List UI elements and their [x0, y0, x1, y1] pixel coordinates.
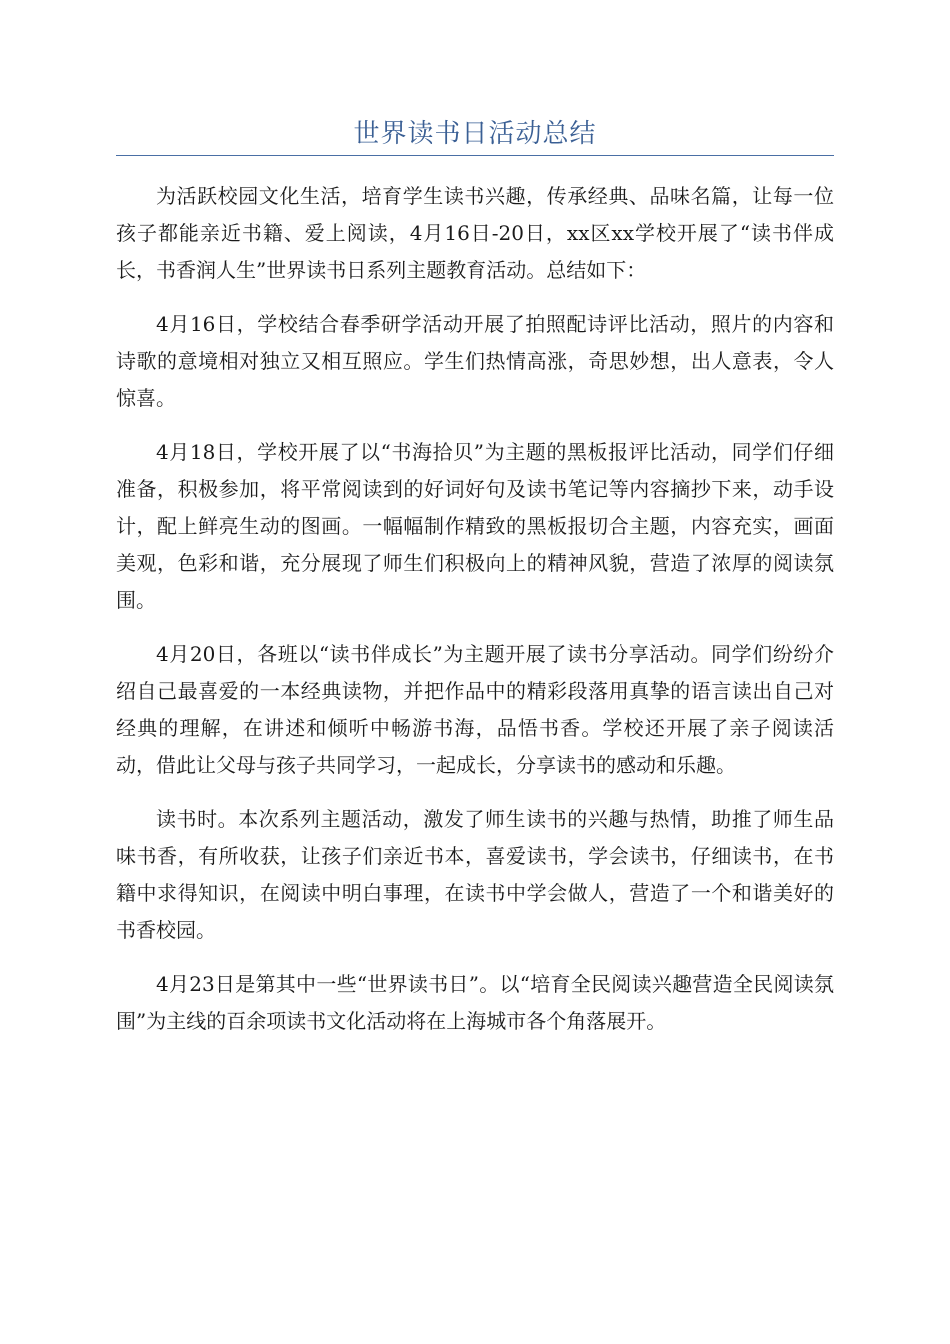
document-title: 世界读书日活动总结 — [353, 119, 597, 149]
paragraph-summary: 读书时。本次系列主题活动，激发了师生读书的兴趣与热情，助推了师生品味书香，有所收获，让孩子们亲近书本，喜爱读书，学会读书，仔细读书，在书籍中求得知识，在阅读中明白事理，在读书中学会做人，营造了一个和谐美好的书香校园。 — [116, 807, 834, 942]
paragraph-intro: 为活跃校园文化生活，培育学生读书兴趣，传承经典、品味名篇，让每一位孩子都能亲近书籍、爱上阅读，4月16日-20日，xx区xx学校开展了“读书伴成长，书香润人生”世界读书日系列主题教育活动。总结如下： — [116, 184, 834, 282]
title-underline — [116, 155, 834, 156]
document-body — [116, 178, 834, 1057]
paragraph-april-18: 4月18日，学校开展了以“书海拾贝”为主题的黑板报评比活动，同学们仔细准备，积极参加，将平常阅读到的好词好句及读书笔记等内容摘抄下来，动手设计，配上鲜亮生动的图画。一幅幅制作精致的黑板报切合主题，内容充实，画面美观，色彩和谐，充分展现了师生们积极向上的精神风貌，营造了浓厚的阅读氛围。 — [116, 440, 834, 612]
paragraph-april-20: 4月20日，各班以“读书伴成长”为主题开展了读书分享活动。同学们纷纷介绍自己最喜爱的一本经典读物，并把作品中的精彩段落用真挚的语言读出自己对经典的理解，在讲述和倾听中畅游书海，品悟书香。学校还开展了亲子阅读活动，借此让父母与孩子共同学习，一起成长，分享读书的感动和乐趣。 — [116, 642, 834, 777]
paragraph-april-23: 4月23日是第其中一些“世界读书日”。以“培育全民阅读兴趣营造全民阅读氛围”为主线的百余项读书文化活动将在上海城市各个角落展开。 — [116, 972, 834, 1033]
paragraph-april-16: 4月16日，学校结合春季研学活动开展了拍照配诗评比活动，照片的内容和诗歌的意境相对独立又相互照应。学生们热情高涨，奇思妙想，出人意表，令人惊喜。 — [116, 312, 834, 410]
